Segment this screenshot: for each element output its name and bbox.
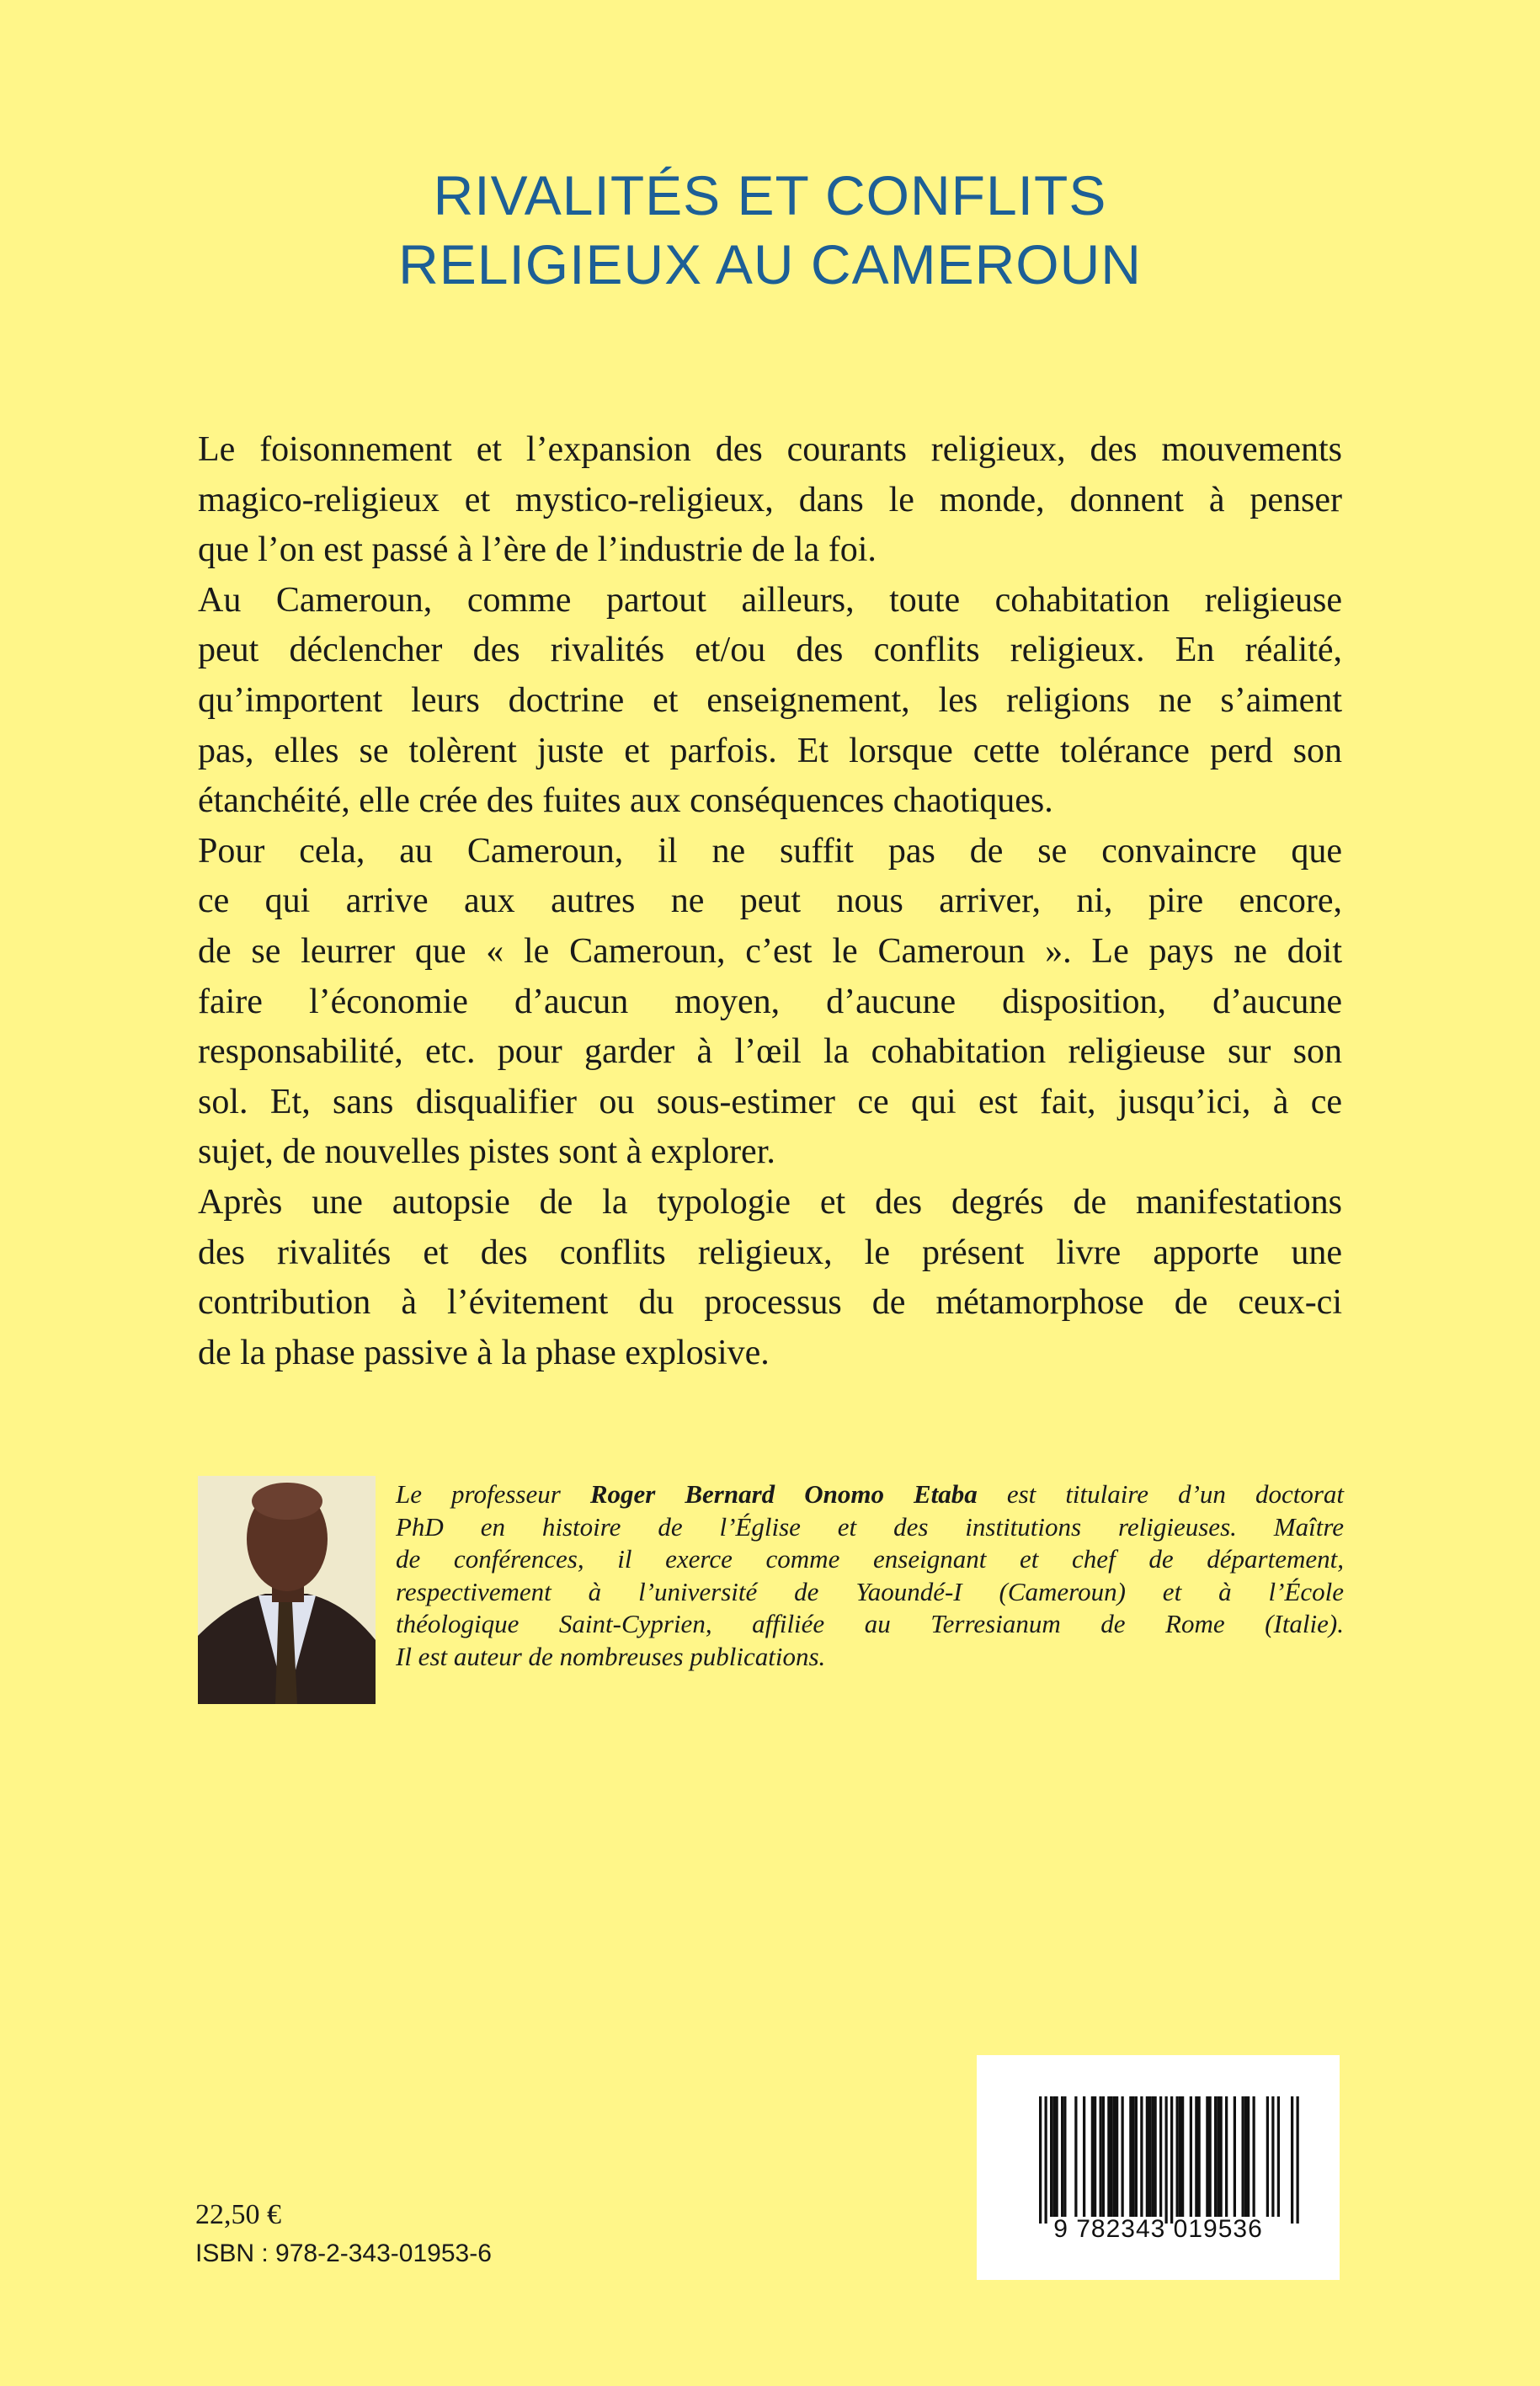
barcode-bar xyxy=(1056,2096,1058,2217)
back-cover-summary xyxy=(198,425,1342,1378)
isbn: ISBN : 978-2-343-01953-6 xyxy=(195,2240,492,2267)
barcode-bar xyxy=(1102,2096,1105,2217)
summary-line: qu’importent leurs doctrine et enseignement, les religions ne s’aiment xyxy=(198,680,1342,720)
barcode-bar xyxy=(1063,2096,1066,2217)
book-title-line-2: RELIGIEUX AU CAMEROUN xyxy=(398,233,1142,296)
barcode-bar xyxy=(1291,2096,1293,2224)
summary-line: Le foisonnement et l’expansion des courants religieux, des mouvements xyxy=(198,430,1342,469)
bio-line: théologique Saint-Cyprien, affiliée au Terresianum de Rome (Italie). xyxy=(396,1609,1344,1638)
barcode-bar xyxy=(1214,2096,1217,2217)
barcode-bar xyxy=(1091,2096,1094,2217)
bio-line: de conférences, il exerce comme enseignant et chef de département, xyxy=(396,1544,1344,1574)
summary-line: Après une autopsie de la typologie et des degrés de manifestations xyxy=(198,1182,1342,1222)
summary-line: ce qui arrive aux autres ne peut nous arriver, ni, pire encore, xyxy=(198,881,1342,921)
barcode-bar xyxy=(1266,2096,1269,2217)
summary-line: des rivalités et des conflits religieux, le présent livre apporte une xyxy=(198,1233,1342,1272)
barcode-bar xyxy=(1253,2096,1255,2217)
summary-line: sol. Et, sans disqualifier ou sous-estimer ce qui est fait, jusqu’ici, à ce xyxy=(198,1082,1342,1121)
barcode-bar xyxy=(1181,2096,1184,2217)
summary-line: Au Cameroun, comme partout ailleurs, toute cohabitation religieuse xyxy=(198,580,1342,620)
bio-line: respectivement à l’université de Yaoundé-I (Cameroun) et à l’École xyxy=(396,1576,1344,1606)
barcode-bar xyxy=(1061,2096,1063,2217)
summary-line: responsabilité, etc. pour garder à l’œil la cohabitation religieuse sur son xyxy=(198,1032,1342,1072)
barcode-bar xyxy=(1146,2096,1148,2217)
barcode-bar xyxy=(1111,2096,1113,2217)
barcode xyxy=(977,2055,1340,2280)
summary-line: que l’on est passé à l’ère de l’industrie de la foi. xyxy=(198,530,877,570)
barcode-bar xyxy=(1206,2096,1208,2217)
summary-line: magico-religieux et mystico-religieux, dans le monde, donnent à penser xyxy=(198,480,1342,519)
barcode-bar xyxy=(1297,2096,1299,2224)
author-photo xyxy=(198,1476,376,1704)
barcode-bar xyxy=(1140,2096,1143,2217)
summary-line: faire l’économie d’aucun moyen, d’aucune disposition, d’aucune xyxy=(198,982,1342,1021)
summary-line: sujet, de nouvelles pistes sont à explorer. xyxy=(198,1132,775,1172)
author-name: Roger Bernard Onomo Etaba xyxy=(589,1479,978,1509)
barcode-bar xyxy=(1220,2096,1223,2217)
bio-line: PhD en histoire de l’Église et des institutions religieuses. Maître xyxy=(396,1511,1344,1542)
bio-text: Le professeur xyxy=(396,1479,590,1509)
barcode-bar xyxy=(1148,2096,1151,2217)
book-title-line-1: RIVALITÉS ET CONFLITS xyxy=(433,164,1107,226)
barcode-bar xyxy=(1074,2096,1077,2217)
barcode-bar xyxy=(1052,2096,1055,2217)
barcode-bar xyxy=(1094,2096,1096,2217)
barcode-bar xyxy=(1045,2096,1047,2224)
barcode-bar xyxy=(1271,2096,1274,2217)
barcode-bar xyxy=(1159,2096,1162,2217)
barcode-bar xyxy=(1165,2096,1168,2224)
barcode-bar xyxy=(1039,2096,1042,2224)
barcode-bar xyxy=(1113,2096,1116,2217)
barcode-bar xyxy=(1198,2096,1201,2217)
summary-line: pas, elles se tolèrent juste et parfois. Et lorsque cette tolérance perd son xyxy=(198,731,1342,770)
barcode-bar xyxy=(1277,2096,1280,2217)
barcode-bar xyxy=(1100,2096,1102,2217)
barcode-bar xyxy=(1190,2096,1192,2217)
bio-line: Il est auteur de nombreuses publications. xyxy=(396,1641,826,1671)
barcode-bar xyxy=(1234,2096,1236,2217)
barcode-bar xyxy=(1129,2096,1132,2217)
barcode-bar xyxy=(1179,2096,1181,2217)
barcode-digits: 9 782343 019536 xyxy=(1053,2215,1263,2243)
bio-text: est titulaire d’un doctorat xyxy=(977,1479,1345,1509)
barcode-bar xyxy=(1242,2096,1244,2217)
barcode-bar xyxy=(1135,2096,1138,2217)
barcode-bar xyxy=(1225,2096,1228,2217)
barcode-bar xyxy=(1217,2096,1219,2217)
barcode-bars xyxy=(977,2055,1340,2224)
barcode-bar xyxy=(1050,2096,1052,2217)
barcode-bar xyxy=(1083,2096,1085,2217)
summary-line: Pour cela, au Cameroun, il ne suffit pas de se convaincre que xyxy=(198,831,1342,871)
barcode-bar xyxy=(1151,2096,1154,2217)
barcode-bar xyxy=(1209,2096,1212,2217)
summary-line: de se leurrer que « le Cameroun, c’est le Cameroun ». Le pays ne doit xyxy=(198,931,1342,971)
barcode-bar xyxy=(1170,2096,1173,2224)
barcode-bar xyxy=(1154,2096,1157,2217)
barcode-bar xyxy=(1132,2096,1135,2217)
bio-line xyxy=(396,1478,1344,1511)
summary-line: peut déclencher des rivalités et/ou des conflits religieux. En réalité, xyxy=(198,631,1342,670)
barcode-bar xyxy=(1122,2096,1124,2217)
barcode-bar xyxy=(1176,2096,1179,2217)
summary-line: étanchéité, elle crée des fuites aux conséquences chaotiques. xyxy=(198,781,1053,821)
barcode-bar xyxy=(1195,2096,1197,2217)
barcode-bar xyxy=(1107,2096,1110,2217)
summary-line: de la phase passive à la phase explosive. xyxy=(198,1333,770,1372)
barcode-bar xyxy=(1244,2096,1247,2217)
summary-line: contribution à l’évitement du processus de métamorphose de ceux-ci xyxy=(198,1283,1342,1323)
barcode-bar xyxy=(1247,2096,1250,2217)
barcode-bar xyxy=(1116,2096,1118,2217)
author-bio xyxy=(396,1478,1344,1673)
price: 22,50 € xyxy=(195,2199,281,2230)
